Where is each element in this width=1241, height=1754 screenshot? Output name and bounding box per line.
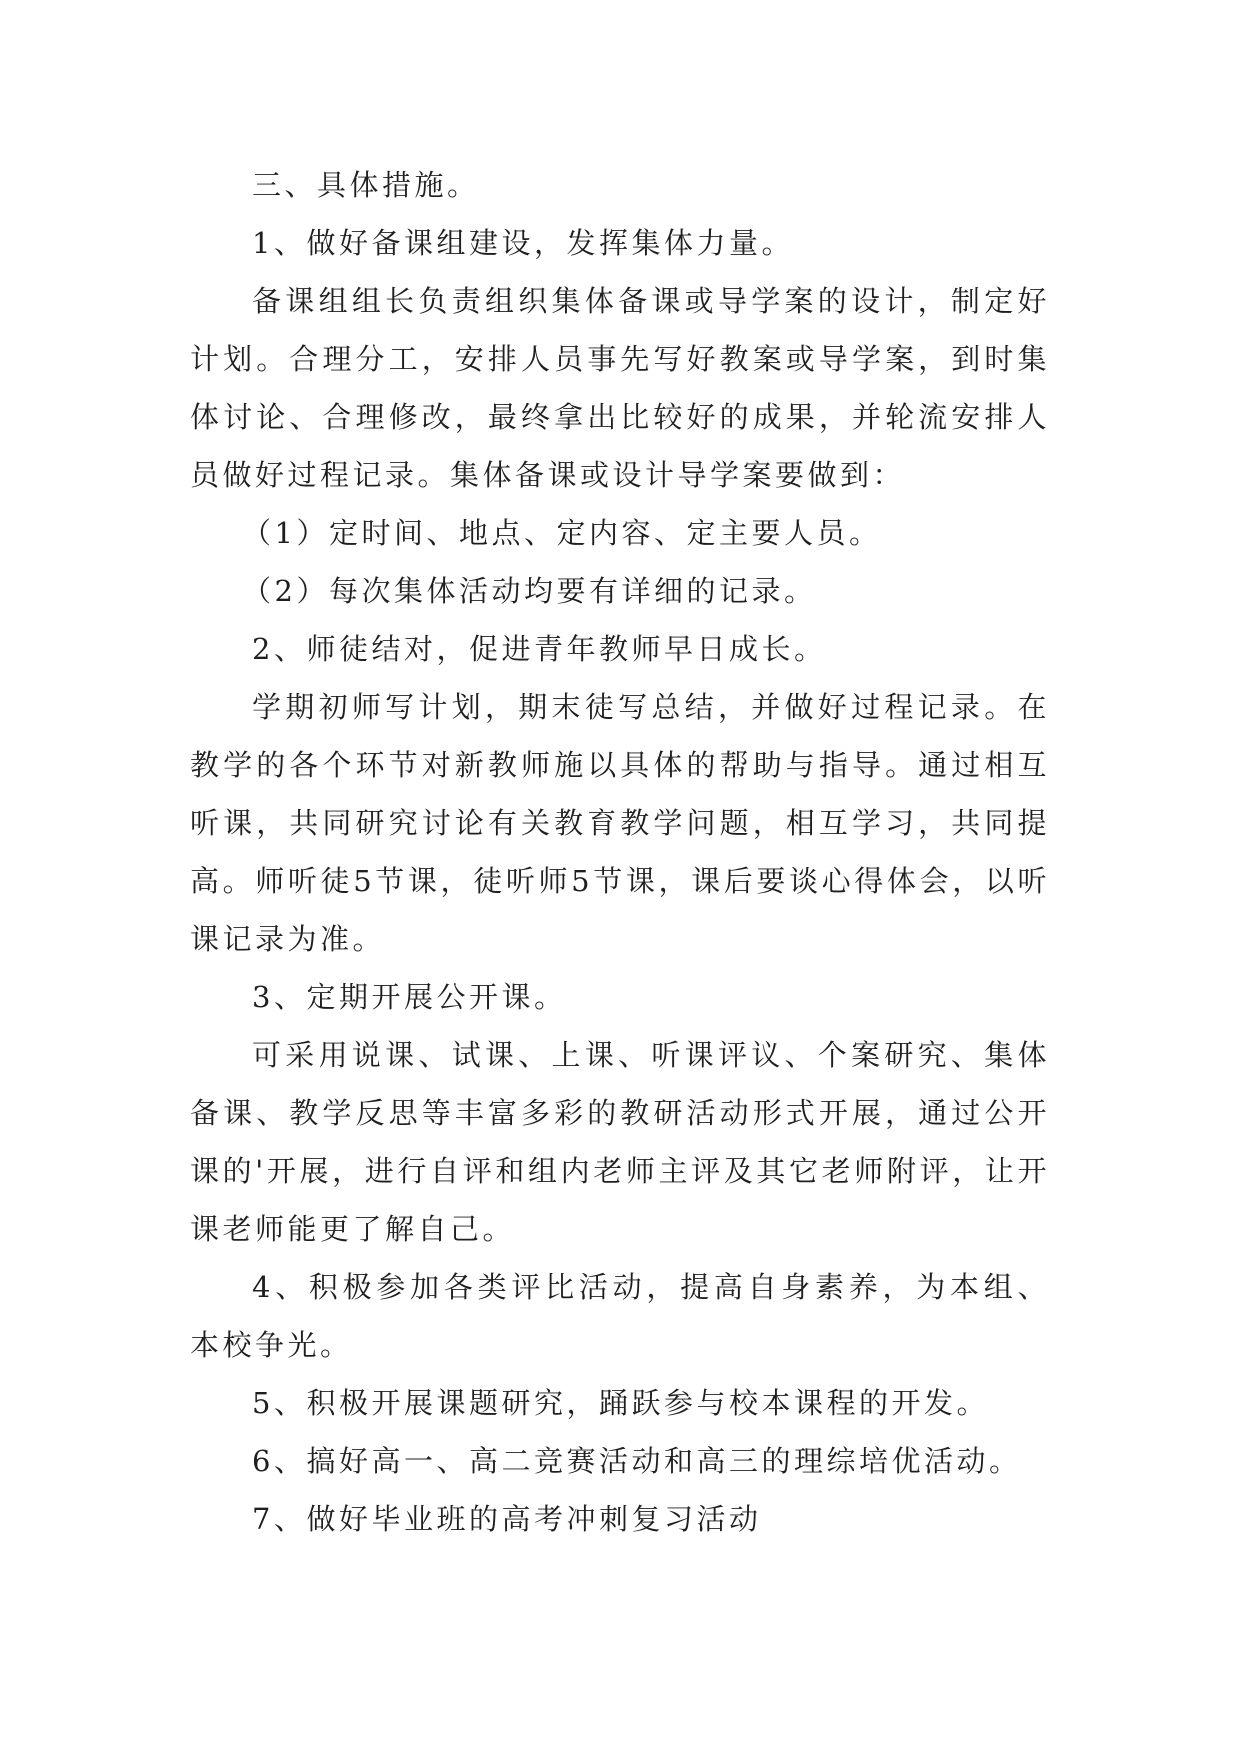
item-3-body: 可采用说课、试课、上课、听课评议、个案研究、集体备课、教学反思等丰富多彩的教研活动形式开展，通过公开课的'开展，进行自评和组内老师主评及其它老师附评，让开课老师能更了解自己。 (190, 1038, 1050, 1246)
item-6-heading: 6、搞好高一、高二竞赛活动和高三的理综培优活动。 (252, 1444, 1022, 1478)
item-2-heading: 2、师徒结对，促进青年教师早日成长。 (252, 632, 827, 666)
item-3-heading: 3、定期开展公开课。 (252, 980, 567, 1014)
item-2-body: 学期初师写计划，期末徒写总结，并做好过程记录。在教学的各个环节对新教师施以具体的帮助与指导。通过相互听课，共同研究讨论有关教育教学问题，相互学习，共同提高。师听徒5节课，徒听师5节课，课后要谈心得体会，以听课记录为准。 (190, 690, 1050, 956)
item-1-body: 备课组组长负责组织集体备课或导学案的设计，制定好计划。合理分工，安排人员事先写好教案或导学案，到时集体讨论、合理修改，最终拿出比较好的成果，并轮流安排人员做好过程记录。集体备课或设计导学案要做到： (190, 284, 1050, 492)
item-5-heading: 5、积极开展课题研究，踊跃参与校本课程的开发。 (252, 1386, 989, 1420)
item-1-heading: 1、做好备课组建设，发挥集体力量。 (252, 226, 794, 260)
document-body (190, 156, 1050, 1548)
item-1-subitem-2: （2）每次集体活动均要有详细的记录。 (242, 574, 817, 608)
item-1-subitem-1: （1）定时间、地点、定内容、定主要人员。 (242, 516, 882, 550)
section-heading: 三、具体措施。 (252, 168, 480, 202)
item-7-heading: 7、做好毕业班的高考冲刺复习活动 (252, 1502, 762, 1536)
item-4-heading: 4、积极参加各类评比活动，提高自身素养，为本组、本校争光。 (190, 1270, 1050, 1362)
